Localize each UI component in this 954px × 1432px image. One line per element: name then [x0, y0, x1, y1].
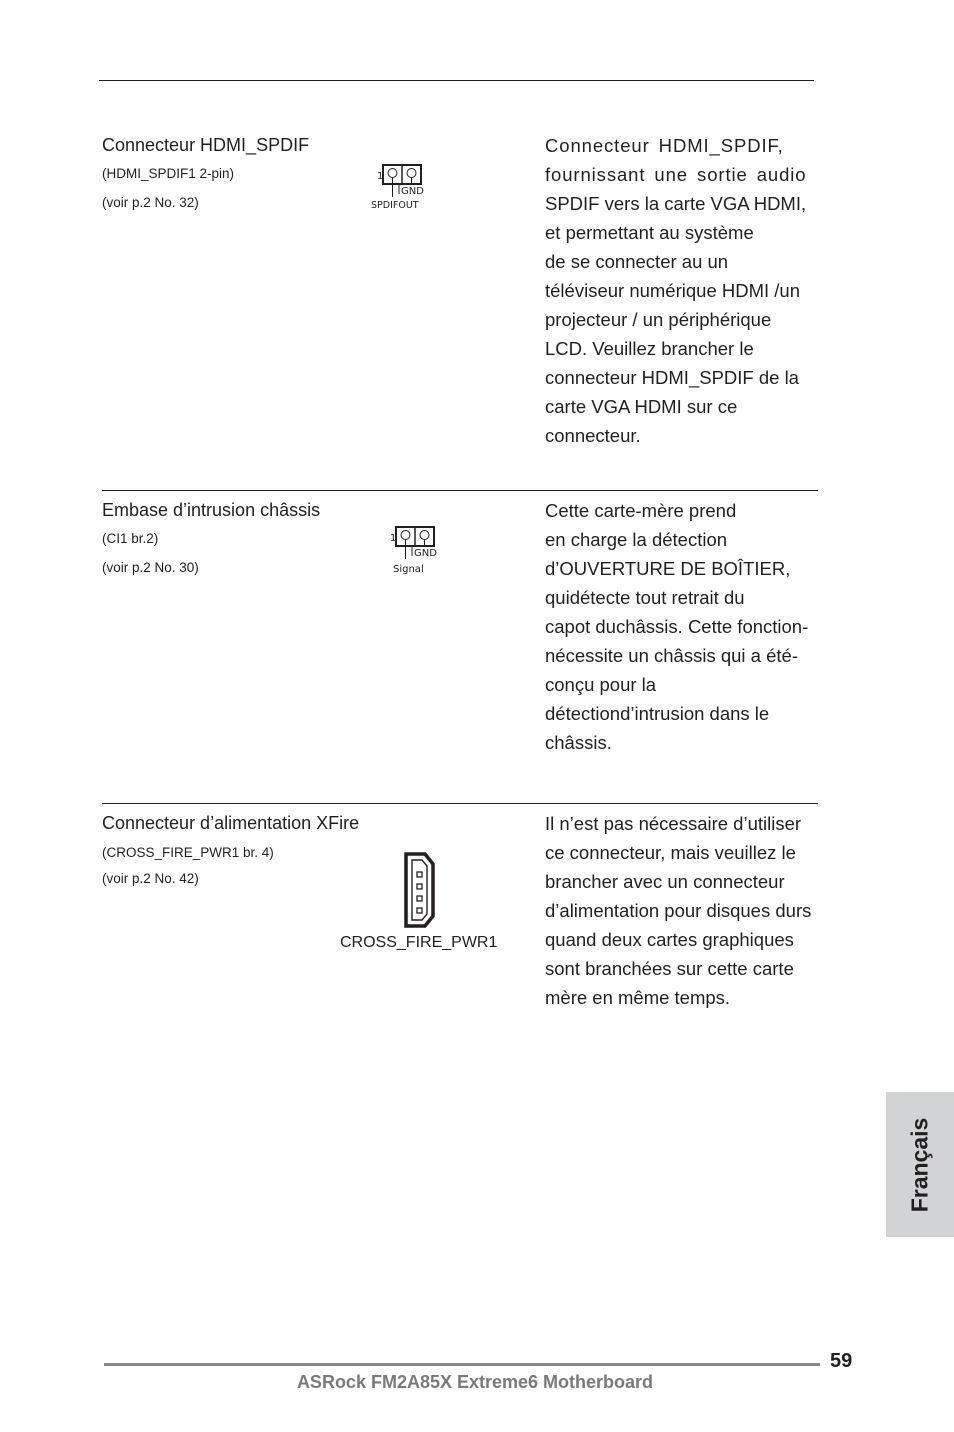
section-subtitle-pin: (HDMI_SPDIF1 2-pin) — [102, 166, 235, 181]
desc-line: SPDIF vers la carte VGA HDMI, — [545, 193, 807, 214]
desc-line: Il n’est pas nécessaire d’utiliser — [545, 813, 802, 834]
chassis-intrusion-header-diagram — [384, 523, 444, 575]
chassis-intrusion-description — [545, 496, 845, 757]
section-subtitle-pin: (CROSS_FIRE_PWR1 br. 4) — [102, 845, 274, 860]
xfire-power-description — [545, 809, 845, 1012]
desc-line: LCD. Veuillez brancher le — [545, 338, 754, 359]
desc-line: d’alimentation pour disques durs — [545, 900, 812, 921]
desc-line: capot duchâssis. Cette fonction- — [545, 616, 809, 637]
desc-line: sont branchées sur cette carte — [545, 958, 794, 979]
section-divider — [102, 490, 818, 491]
gnd-label: GND — [401, 186, 424, 197]
hdmi-spdif-header-diagram — [370, 161, 430, 213]
desc-line: connecteur HDMI_SPDIF de la — [545, 367, 799, 388]
footer-rule — [104, 1363, 820, 1366]
desc-line: de se connecter au un — [545, 251, 729, 272]
footer-title-text: ASRock FM2A85X Extreme6 Motherboard — [296, 1372, 654, 1392]
desc-line: Cette carte-mère prend — [545, 500, 737, 521]
desc-line: téléviseur numérique HDMI /un — [545, 280, 800, 301]
section-subtitle-ref: (voir p.2 No. 32) — [102, 195, 199, 210]
section-subtitle-pin: (CI1 br.2) — [102, 531, 159, 546]
desc-line: quand deux cartes graphiques — [545, 929, 794, 950]
desc-line: châssis. — [545, 732, 612, 753]
spdifout-label: SPDIFOUT — [371, 200, 419, 211]
hdmi-spdif-description — [545, 131, 845, 450]
desc-line: en charge la détection — [545, 529, 728, 550]
desc-line: nécessite un châssis qui a été- — [545, 645, 798, 666]
desc-line: projecteur / un périphérique — [545, 309, 772, 330]
footer-title — [0, 1372, 954, 1393]
desc-line: fournissant une sortie audio — [545, 164, 807, 185]
desc-line: ce connecteur, mais veuillez le — [545, 842, 796, 863]
xfire-connector-label: CROSS_FIRE_PWR1 — [340, 934, 498, 951]
section-divider — [102, 803, 818, 804]
desc-line: mère en même temps. — [545, 987, 731, 1008]
pin1-label: 1 — [390, 533, 397, 544]
desc-line: détectiond’intrusion dans le — [545, 703, 770, 724]
desc-line: quidétecte tout retrait du — [545, 587, 745, 608]
signal-label: Signal — [393, 564, 424, 575]
xfire-power-connector-diagram — [402, 852, 436, 930]
language-tab-label: Français — [906, 1117, 933, 1212]
section-title-hdmi-spdif: Connecteur HDMI_SPDIF — [102, 135, 310, 155]
language-tab — [886, 1092, 954, 1237]
section-subtitle-ref: (voir p.2 No. 30) — [102, 560, 199, 575]
desc-line: connecteur. — [545, 425, 641, 446]
top-rule — [99, 80, 814, 81]
desc-line: brancher avec un connecteur — [545, 871, 785, 892]
section-title-chassis-intrusion: Embase d’intrusion châssis — [102, 500, 321, 520]
section-subtitle-ref: (voir p.2 No. 42) — [102, 871, 199, 886]
gnd-label: GND — [414, 548, 437, 559]
desc-line: et permettant au système — [545, 222, 754, 243]
section-title-xfire-power: Connecteur d’alimentation XFire — [102, 813, 360, 833]
page-number: 59 — [830, 1350, 853, 1372]
desc-line: carte VGA HDMI sur ce — [545, 396, 738, 417]
desc-line: d’OUVERTURE DE BOÎTIER, — [545, 558, 791, 579]
pin1-label: 1 — [377, 171, 384, 182]
desc-line: Connecteur HDMI_SPDIF, — [545, 135, 784, 156]
desc-line: conçu pour la — [545, 674, 657, 695]
